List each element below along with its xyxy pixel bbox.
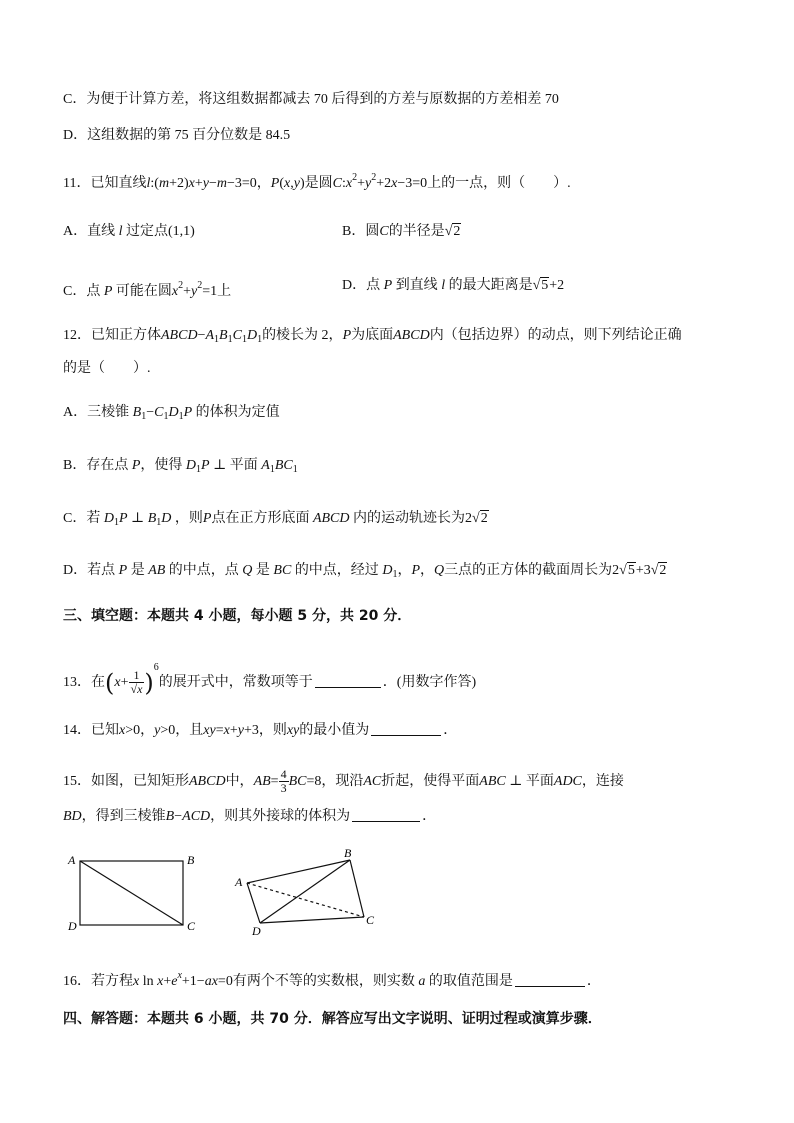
fig2-label-a: A bbox=[235, 875, 243, 889]
fig2-label-b: B bbox=[344, 846, 352, 860]
q11-stem: 11．已知直线l:(m+2)x+y−m−3=0，P(x,y)是圆$C:x^2+y^2+2x-3=0$上的一点，则（ ）. bbox=[63, 172, 571, 191]
q12-option-a: A．三棱锥 $B_1-C_1D_1P$ 的体积为定值 bbox=[63, 405, 280, 422]
q13-answer-blank[interactable] bbox=[315, 674, 381, 688]
q16-answer-blank[interactable] bbox=[515, 973, 585, 987]
q10-option-c: C．为便于计算方差，将这组数据都减去 70 后得到的方差与原数据的方差相差 70 bbox=[63, 92, 559, 107]
fig1-label-b: B bbox=[187, 853, 195, 867]
q14: 14．已知x>0，y>0，且xy=x+y+3，则xy的最小值为 ． bbox=[63, 723, 458, 738]
q12-stem-line2: 的是（ ）. bbox=[63, 361, 151, 376]
q14-answer-blank[interactable] bbox=[371, 722, 441, 736]
fig1-label-d: D bbox=[68, 919, 77, 933]
tetrahedron-figure bbox=[247, 860, 364, 923]
fig2-label-c: C bbox=[366, 913, 375, 927]
q15-line2: BD，得到三棱锥B−ACD，则其外接球的体积为 ． bbox=[63, 809, 437, 824]
q11-text-2: 是圆 bbox=[304, 176, 333, 191]
section-3-heading: 三、填空题：本题共 4 小题，每小题 5 分，共 20 分． bbox=[63, 608, 412, 624]
q11-option-a: A．直线 l 过定点(1,1) bbox=[63, 224, 195, 239]
q15-figure bbox=[60, 845, 390, 940]
q11-text-1: 已知直线 bbox=[90, 176, 147, 191]
section-4-heading: 四、解答题：本题共 6 小题，共 70 分．解答应写出文字说明、证明过程或演算步骤． bbox=[63, 1011, 602, 1027]
fig2-label-d: D bbox=[252, 924, 261, 938]
q11-option-b: B．圆C的半径是√2 bbox=[342, 224, 461, 239]
q16: 16．若方程x $\ln x+e^x+1-ax=0$有两个不等的实数根，则实数 a 的取值范围是 ． bbox=[63, 970, 601, 989]
q11-option-c: C．点 P 可能在圆$x^2+y^2=1$上 bbox=[63, 280, 232, 299]
q12-option-d: D．若点 P 是 AB 的中点，点 Q 是 BC 的中点，经过 $D_1$，P，Q三点的正方体的截面周长为2√5+3√2 bbox=[63, 563, 667, 580]
q10-option-d: D．这组数据的第 75 百分位数是 84.5 bbox=[63, 128, 291, 143]
q12-stem-line1: 12．已知正方体$ABCD-A_1B_1C_1D_1$的棱长为 2，P为底面ABCD内（包括边界）的动点，则下列结论正确 bbox=[63, 328, 682, 345]
q12-option-c: C．若 $D_1P$ ⊥ $B_1D$ ，则P点在正方形底面 ABCD 内的运动轨迹长为2√2 bbox=[63, 511, 488, 528]
fig1-label-a: A bbox=[68, 853, 76, 867]
q11-text-3: 上的一点，则（ ）. bbox=[427, 176, 571, 191]
rectangle-figure bbox=[80, 861, 183, 925]
q15-line1: 15．如图，已知矩形ABCD中，AB= $\frac{4}{3}$ BC=8，现沿AC折起，使得平面ABC ⊥ 平面ADC，连接 bbox=[63, 767, 624, 796]
fig1-label-c: C bbox=[187, 919, 196, 933]
q13: 13．在(x+ $\frac{1}{√x}$ )$^6$的展开式中，常数项等于 ．(用数字作答) bbox=[63, 662, 477, 697]
q15-answer-blank[interactable] bbox=[352, 808, 420, 822]
q11-number: 11． bbox=[63, 176, 91, 191]
q12-option-b: B．存在点 P，使得 $D_1P$ ⊥ 平面 $A_1BC_1$ bbox=[63, 458, 298, 475]
q11-option-d: D．点 P 到直线 l 的最大距离是√5+2 bbox=[342, 278, 565, 293]
